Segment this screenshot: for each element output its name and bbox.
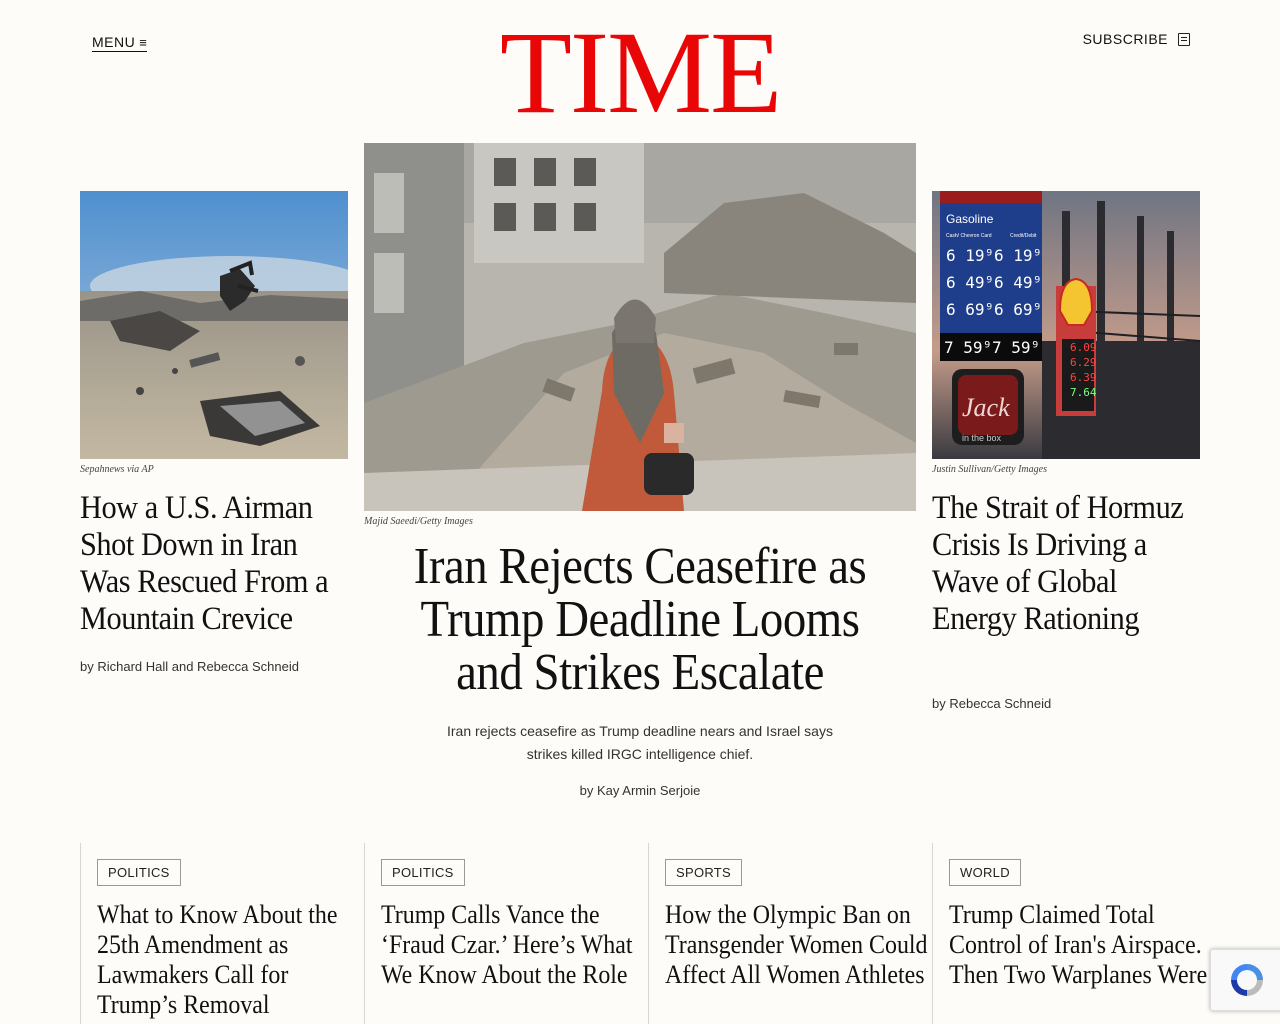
right-story-headline[interactable]: The Strait of Hormuz Crisis Is Driving a Wave of Global Energy Rationing xyxy=(932,490,1184,637)
left-story-byline: by Richard Hall and Rebecca Schneid xyxy=(80,659,299,674)
center-story-image[interactable] xyxy=(364,143,916,511)
recaptcha-badge[interactable] xyxy=(1210,949,1280,1011)
left-story-headline[interactable]: How a U.S. Airman Shot Down in Iran Was Rescued From a Mountain Crevice xyxy=(80,490,329,637)
left-photo-caption: Sepahnews via AP xyxy=(80,464,154,475)
jack-sign-text: Jack xyxy=(962,393,1010,422)
card-headline[interactable]: Trump Calls Vance the ‘Fraud Czar.’ Here’s What We Know About the Role xyxy=(381,900,633,989)
hamburger-icon: ≡ xyxy=(139,34,148,50)
section-tag[interactable]: SPORTS xyxy=(665,859,742,886)
right-story-image[interactable] xyxy=(932,191,1200,459)
price-4: 7 59⁹ xyxy=(944,338,993,357)
svg-text:6 19⁹: 6 19⁹ xyxy=(994,246,1043,265)
svg-text:6.29: 6.29 xyxy=(1070,356,1097,369)
rubble-photo xyxy=(364,143,916,511)
story-card xyxy=(364,843,648,1024)
menu-label: MENU xyxy=(92,34,136,50)
story-card xyxy=(648,843,932,1024)
card-headline[interactable]: How the Olympic Ban on Transgender Women Could Affect All Women Athletes xyxy=(665,900,928,989)
section-tag[interactable]: POLITICS xyxy=(97,859,181,886)
right-story-authors[interactable]: Rebecca Schneid xyxy=(949,696,1052,711)
center-story-byline: by Kay Armin Serjoie xyxy=(579,783,701,798)
svg-text:Cash/ Chevron Card: Cash/ Chevron Card xyxy=(946,233,992,239)
left-story-image[interactable] xyxy=(80,191,348,459)
card-headline[interactable]: What to Know About the 25th Amendment as Lawmakers Call for Trump’s Removal xyxy=(97,900,338,1019)
story-card xyxy=(932,843,1216,1024)
subscribe-label: SUBSCRIBE xyxy=(1082,31,1168,47)
svg-text:in the box: in the box xyxy=(962,433,1002,443)
center-story-headline[interactable]: Iran Rejects Ceasefire as Trump Deadline Looms and Strikes Escalate xyxy=(413,538,867,701)
svg-text:Credit/Debit: Credit/Debit xyxy=(1010,233,1037,239)
card-headline[interactable]: Trump Claimed Total Control of Iran's Airspace. Then Two Warplanes Were xyxy=(949,900,1208,989)
svg-text:7 59⁹: 7 59⁹ xyxy=(992,338,1041,357)
right-photo-caption: Justin Sullivan/Getty Images xyxy=(932,464,1047,475)
price-3: 6 69⁹ xyxy=(946,300,995,319)
section-tag[interactable]: POLITICS xyxy=(381,859,465,886)
section-tag[interactable]: WORLD xyxy=(949,859,1021,886)
center-photo-caption: Majid Saeedi/Getty Images xyxy=(364,516,473,527)
svg-text:7.64: 7.64 xyxy=(1070,386,1097,399)
time-logo[interactable]: TIME xyxy=(499,7,781,138)
svg-text:6 69⁹: 6 69⁹ xyxy=(994,300,1043,319)
svg-text:6.39: 6.39 xyxy=(1070,371,1097,384)
price-2: 6 49⁹ xyxy=(946,273,995,292)
sign-title: Gasoline xyxy=(946,212,994,226)
center-story-dek: Iran rejects ceasefire as Trump deadline nears and Israel says strikes killed IRGC intelligence chief. xyxy=(447,723,833,762)
story-card xyxy=(80,843,364,1024)
wreckage-photo xyxy=(80,191,348,459)
price-1: 6 19⁹ xyxy=(946,246,995,265)
shell-price-1: 6.09 xyxy=(1070,341,1097,354)
svg-text:6 49⁹: 6 49⁹ xyxy=(994,273,1043,292)
left-story-authors[interactable]: Richard Hall and Rebecca Schneid xyxy=(97,659,299,674)
gas-station-photo xyxy=(932,191,1200,459)
recaptcha-icon xyxy=(1227,960,1267,1000)
magazine-icon xyxy=(1178,33,1190,46)
subscribe-button[interactable] xyxy=(1083,31,1190,47)
center-story-authors[interactable]: Kay Armin Serjoie xyxy=(597,783,701,798)
menu-button[interactable] xyxy=(92,34,147,52)
right-story-byline: by Rebecca Schneid xyxy=(932,696,1052,711)
